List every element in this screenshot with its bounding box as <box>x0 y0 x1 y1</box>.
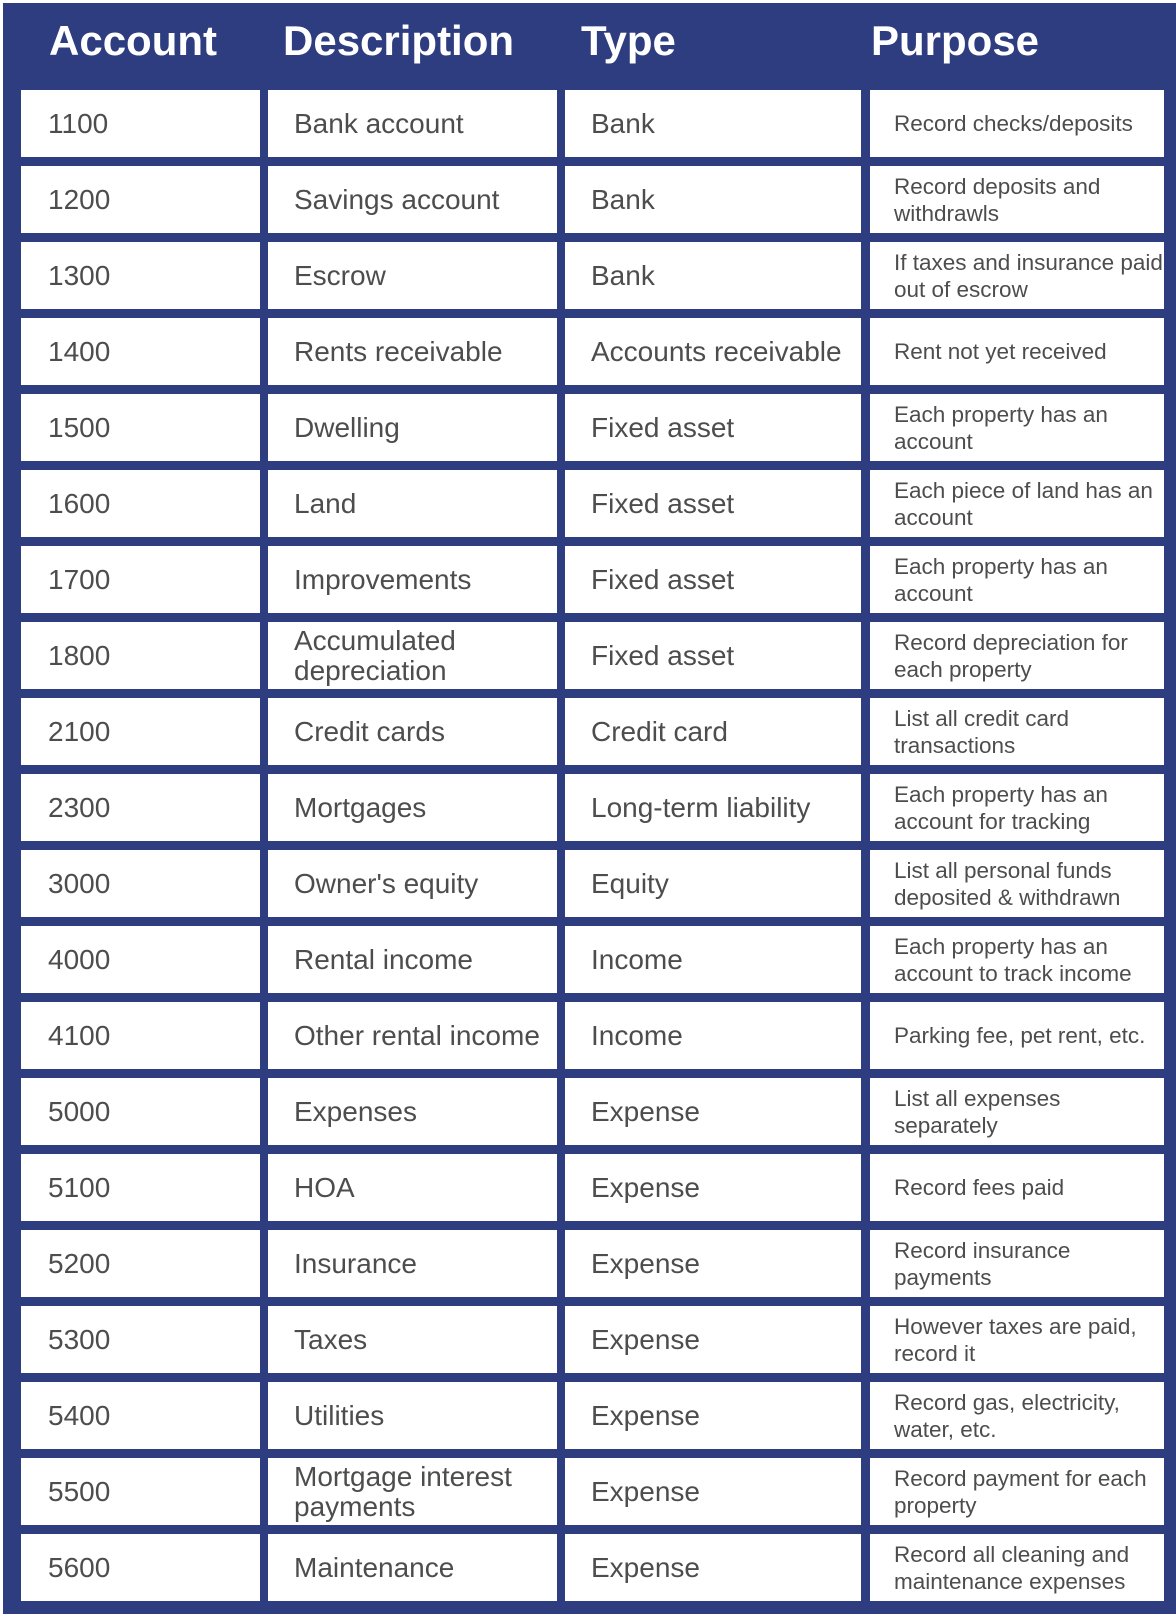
purpose-cell <box>870 774 1164 841</box>
account-cell-text: 5500 <box>48 1475 111 1507</box>
description-cell <box>268 774 557 841</box>
purpose-cell <box>870 1382 1164 1449</box>
account-cell-text: 1100 <box>48 107 109 139</box>
description-cell <box>268 1534 557 1601</box>
description-cell-text: Bank account <box>294 107 464 139</box>
type-cell-text: Income <box>591 943 683 975</box>
description-cell <box>268 90 557 157</box>
type-cell <box>565 1078 861 1145</box>
account-cell-text: 1400 <box>48 335 111 367</box>
table-row <box>3 546 1176 613</box>
type-cell <box>565 1230 861 1297</box>
table-row <box>3 698 1176 765</box>
table-row <box>3 622 1176 689</box>
description-cell-text: HOA <box>294 1171 355 1203</box>
description-cell-text: Land <box>294 487 357 519</box>
type-cell <box>565 774 861 841</box>
purpose-cell <box>870 394 1164 461</box>
description-cell <box>268 622 557 689</box>
purpose-cell-text: If taxes and insurance paid out of escrow <box>894 249 1163 302</box>
chart-of-accounts-table <box>3 3 1176 1614</box>
description-cell-text: Mortgage interest payments <box>294 1460 512 1522</box>
account-cell <box>21 1078 260 1145</box>
description-cell-text: Utilities <box>294 1399 385 1431</box>
table-row <box>3 1458 1176 1525</box>
type-cell <box>565 926 861 993</box>
purpose-cell-text: Record depreciation for each property <box>894 629 1128 682</box>
type-cell-text: Fixed asset <box>591 639 735 671</box>
purpose-cell-text: Record payment for each property <box>894 1465 1147 1518</box>
description-cell-text: Mortgages <box>294 791 427 823</box>
description-cell <box>268 1306 557 1373</box>
description-cell-text: Maintenance <box>294 1551 455 1583</box>
type-cell <box>565 90 861 157</box>
account-cell-text: 1700 <box>48 563 111 595</box>
purpose-cell <box>870 1002 1164 1069</box>
account-cell-text: 1600 <box>48 487 111 519</box>
purpose-cell-text: Record gas, electricity, water, etc. <box>894 1389 1120 1442</box>
type-cell-text: Fixed asset <box>591 411 735 443</box>
description-cell-text: Expenses <box>294 1095 417 1127</box>
description-cell <box>268 1458 557 1525</box>
description-cell-text: Escrow <box>294 259 386 291</box>
table-row <box>3 1230 1176 1297</box>
description-cell-text: Credit cards <box>294 715 445 747</box>
header-account: Account <box>49 17 217 64</box>
account-cell-text: 1200 <box>48 183 111 215</box>
table-row <box>3 926 1176 993</box>
description-cell <box>268 698 557 765</box>
purpose-cell <box>870 850 1164 917</box>
purpose-cell <box>870 926 1164 993</box>
purpose-cell <box>870 1534 1164 1601</box>
type-cell <box>565 698 861 765</box>
table-row <box>3 1382 1176 1449</box>
purpose-cell-text: Rent not yet received <box>894 339 1107 364</box>
table-row <box>3 242 1176 309</box>
account-cell-text: 1800 <box>48 639 111 671</box>
account-cell <box>21 1154 260 1221</box>
purpose-cell-text: However taxes are paid, record it <box>894 1313 1137 1366</box>
description-cell-text: Other rental income <box>294 1019 540 1051</box>
description-cell <box>268 166 557 233</box>
type-cell-text: Expense <box>591 1323 700 1355</box>
type-cell-text: Bank <box>591 107 655 139</box>
account-cell <box>21 1002 260 1069</box>
account-cell <box>21 394 260 461</box>
type-cell <box>565 1154 861 1221</box>
account-cell-text: 4100 <box>48 1019 111 1051</box>
type-cell <box>565 242 861 309</box>
purpose-cell <box>870 622 1164 689</box>
type-cell <box>565 394 861 461</box>
table-row <box>3 1002 1176 1069</box>
purpose-cell <box>870 242 1164 309</box>
purpose-cell <box>870 1306 1164 1373</box>
header-purpose: Purpose <box>871 17 1040 64</box>
table-row <box>3 318 1176 385</box>
type-cell-text: Fixed asset <box>591 563 735 595</box>
description-cell <box>268 1078 557 1145</box>
type-cell-text: Bank <box>591 259 655 291</box>
description-cell-text: Rents receivable <box>294 335 503 367</box>
account-cell <box>21 470 260 537</box>
type-cell-text: Income <box>591 1019 683 1051</box>
account-cell <box>21 318 260 385</box>
purpose-cell-text: Each property has an account for tracking <box>894 781 1108 834</box>
type-cell-text: Fixed asset <box>591 487 735 519</box>
table-row <box>3 850 1176 917</box>
description-cell-text: Insurance <box>294 1247 417 1279</box>
description-cell-text: Owner's equity <box>294 867 479 899</box>
type-cell <box>565 1382 861 1449</box>
description-cell <box>268 470 557 537</box>
table-row <box>3 1078 1176 1145</box>
account-cell <box>21 1382 260 1449</box>
purpose-cell <box>870 90 1164 157</box>
type-cell <box>565 1002 861 1069</box>
purpose-cell <box>870 1078 1164 1145</box>
account-cell <box>21 1458 260 1525</box>
purpose-cell <box>870 318 1164 385</box>
purpose-cell <box>870 1458 1164 1525</box>
account-cell-text: 5200 <box>48 1247 111 1279</box>
description-cell <box>268 546 557 613</box>
type-cell-text: Credit card <box>591 715 728 747</box>
type-cell <box>565 1306 861 1373</box>
type-cell-text: Expense <box>591 1095 700 1127</box>
purpose-cell-text: List all credit card transactions <box>894 705 1070 758</box>
account-cell-text: 1300 <box>48 259 111 291</box>
purpose-cell-text: Record insurance payments <box>894 1237 1071 1290</box>
purpose-cell-text: Parking fee, pet rent, etc. <box>894 1023 1146 1048</box>
table-row <box>3 1154 1176 1221</box>
purpose-cell-text: Record fees paid <box>894 1175 1065 1200</box>
description-cell-text: Improvements <box>294 563 472 595</box>
table-row <box>3 470 1176 537</box>
purpose-cell <box>870 546 1164 613</box>
type-cell-text: Bank <box>591 183 655 215</box>
account-cell-text: 2300 <box>48 791 111 823</box>
purpose-cell-text: Each piece of land has an account <box>894 477 1153 530</box>
table-row <box>3 394 1176 461</box>
type-cell-text: Expense <box>591 1247 700 1279</box>
type-cell <box>565 166 861 233</box>
description-cell <box>268 1230 557 1297</box>
account-cell <box>21 774 260 841</box>
account-cell <box>21 546 260 613</box>
type-cell <box>565 470 861 537</box>
table-row <box>3 1534 1176 1601</box>
purpose-cell-text: Record checks/deposits <box>894 111 1133 136</box>
account-cell <box>21 698 260 765</box>
purpose-cell-text: Each property has an account to track income <box>894 933 1132 986</box>
description-cell-text: Accumulated depreciation <box>294 624 456 686</box>
type-cell <box>565 546 861 613</box>
table-row <box>3 90 1176 157</box>
account-cell-text: 4000 <box>48 943 111 975</box>
type-cell-text: Expense <box>591 1399 700 1431</box>
type-cell-text: Equity <box>591 867 669 899</box>
account-cell <box>21 1306 260 1373</box>
description-cell <box>268 242 557 309</box>
account-cell-text: 5300 <box>48 1323 111 1355</box>
account-cell-text: 3000 <box>48 867 111 899</box>
purpose-cell-text: Each property has an account <box>894 401 1108 454</box>
description-cell <box>268 394 557 461</box>
account-cell <box>21 926 260 993</box>
purpose-cell <box>870 698 1164 765</box>
description-cell <box>268 1002 557 1069</box>
description-cell <box>268 318 557 385</box>
type-cell <box>565 318 861 385</box>
purpose-cell-text: Record all cleaning and maintenance expenses <box>894 1541 1130 1594</box>
type-cell-text: Expense <box>591 1475 700 1507</box>
type-cell <box>565 850 861 917</box>
account-cell <box>21 1534 260 1601</box>
type-cell <box>565 622 861 689</box>
purpose-cell-text: Each property has an account <box>894 553 1108 606</box>
description-cell <box>268 1154 557 1221</box>
type-cell <box>565 1458 861 1525</box>
header-description: Description <box>283 17 515 64</box>
account-cell-text: 5600 <box>48 1551 111 1583</box>
account-cell-text: 2100 <box>48 715 111 747</box>
purpose-cell-text: Record deposits and withdrawls <box>894 173 1101 226</box>
header-type: Type <box>581 17 676 64</box>
account-cell <box>21 850 260 917</box>
account-cell <box>21 90 260 157</box>
purpose-cell <box>870 470 1164 537</box>
table-row <box>3 774 1176 841</box>
account-cell-text: 5100 <box>48 1171 111 1203</box>
purpose-cell-text: List all expenses separately <box>894 1085 1061 1138</box>
description-cell <box>268 926 557 993</box>
account-cell <box>21 1230 260 1297</box>
description-cell-text: Taxes <box>294 1323 368 1355</box>
purpose-cell <box>870 1154 1164 1221</box>
description-cell-text: Rental income <box>294 943 473 975</box>
account-cell-text: 5400 <box>48 1399 111 1431</box>
description-cell <box>268 1382 557 1449</box>
account-cell <box>21 622 260 689</box>
description-cell <box>268 850 557 917</box>
account-cell <box>21 242 260 309</box>
purpose-cell-text: List all personal funds deposited & withdrawn <box>894 857 1121 910</box>
type-cell-text: Long-term liability <box>591 791 811 823</box>
table-row <box>3 166 1176 233</box>
account-cell <box>21 166 260 233</box>
description-cell-text: Dwelling <box>294 411 400 443</box>
purpose-cell <box>870 1230 1164 1297</box>
type-cell-text: Accounts receivable <box>591 335 842 367</box>
purpose-cell <box>870 166 1164 233</box>
account-cell-text: 5000 <box>48 1095 111 1127</box>
account-cell-text: 1500 <box>48 411 111 443</box>
type-cell-text: Expense <box>591 1171 700 1203</box>
table-row <box>3 1306 1176 1373</box>
type-cell <box>565 1534 861 1601</box>
type-cell-text: Expense <box>591 1551 700 1583</box>
description-cell-text: Savings account <box>294 183 500 215</box>
